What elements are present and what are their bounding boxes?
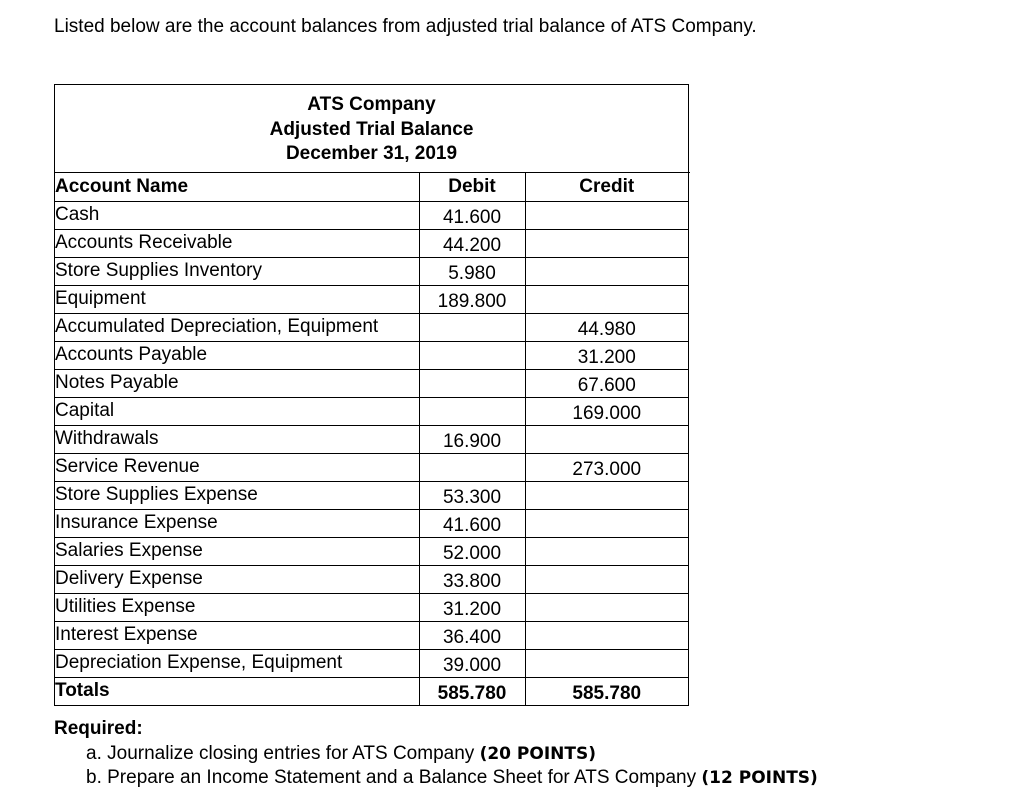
table-row (55, 229, 688, 257)
totals-credit: 585.780 (525, 677, 688, 705)
debit-cell (419, 313, 525, 341)
requirement-a (86, 742, 596, 766)
required-heading: Required: (54, 718, 143, 739)
account-name-cell: Notes Payable (55, 369, 419, 397)
table-row (55, 369, 688, 397)
debit-cell: 52.000 (419, 537, 525, 565)
table-row (55, 593, 688, 621)
debit-cell: 5.980 (419, 257, 525, 285)
totals-debit: 585.780 (419, 677, 525, 705)
company-name: ATS Company (307, 94, 436, 115)
account-name-cell: Utilities Expense (55, 593, 419, 621)
debit-cell (419, 369, 525, 397)
account-name-cell: Store Supplies Inventory (55, 257, 419, 285)
debit-cell (419, 453, 525, 481)
table-row (55, 425, 688, 453)
credit-cell: 169.000 (525, 397, 688, 425)
table-row (55, 537, 688, 565)
credit-cell: 67.600 (525, 369, 688, 397)
debit-cell: 189.800 (419, 285, 525, 313)
table-row (55, 565, 688, 593)
column-header-account: Account Name (55, 173, 419, 201)
totals-row (55, 677, 688, 705)
credit-cell (525, 593, 688, 621)
debit-cell: 53.300 (419, 481, 525, 509)
balances-grid (55, 173, 688, 705)
column-header-credit: Credit (525, 173, 688, 201)
account-name-cell: Accounts Receivable (55, 229, 419, 257)
intro-text: Listed below are the account balances from adjusted trial balance of ATS Company. (54, 16, 757, 37)
account-name-cell: Interest Expense (55, 621, 419, 649)
column-header-row (55, 173, 688, 201)
account-name-cell: Depreciation Expense, Equipment (55, 649, 419, 677)
debit-cell: 41.600 (419, 201, 525, 229)
credit-cell (525, 565, 688, 593)
column-header-debit: Debit (419, 173, 525, 201)
table-row (55, 201, 688, 229)
credit-cell (525, 285, 688, 313)
requirement-a-points: (20 POINTS) (479, 744, 596, 764)
totals-label: Totals (55, 680, 110, 702)
table-row (55, 509, 688, 537)
credit-cell (525, 201, 688, 229)
credit-cell: 273.000 (525, 453, 688, 481)
credit-cell (525, 509, 688, 537)
credit-cell (525, 649, 688, 677)
requirement-b-points: (12 POINTS) (701, 768, 818, 788)
debit-cell: 39.000 (419, 649, 525, 677)
account-name-cell: Withdrawals (55, 425, 419, 453)
debit-cell: 36.400 (419, 621, 525, 649)
account-name-cell: Salaries Expense (55, 537, 419, 565)
account-name-cell: Store Supplies Expense (55, 481, 419, 509)
credit-cell (525, 425, 688, 453)
trial-balance-table (54, 84, 689, 706)
table-row (55, 313, 688, 341)
debit-cell (419, 397, 525, 425)
credit-cell (525, 621, 688, 649)
report-date: December 31, 2019 (285, 143, 458, 164)
debit-cell: 16.900 (419, 425, 525, 453)
table-row (55, 453, 688, 481)
account-name-cell: Delivery Expense (55, 565, 419, 593)
requirement-a-text: a. Journalize closing entries for ATS Company (86, 743, 480, 764)
debit-cell: 33.800 (419, 565, 525, 593)
account-name-cell: Accounts Payable (55, 341, 419, 369)
table-row (55, 257, 688, 285)
account-name-cell: Cash (55, 201, 419, 229)
credit-cell (525, 257, 688, 285)
credit-cell: 44.980 (525, 313, 688, 341)
account-name-cell: Service Revenue (55, 453, 419, 481)
table-row (55, 285, 688, 313)
requirement-b-text: b. Prepare an Income Statement and a Balance Sheet for ATS Company (86, 767, 702, 788)
debit-cell: 41.600 (419, 509, 525, 537)
credit-cell: 31.200 (525, 341, 688, 369)
credit-cell (525, 229, 688, 257)
report-title: Adjusted Trial Balance (269, 118, 474, 140)
debit-cell: 44.200 (419, 229, 525, 257)
table-row (55, 341, 688, 369)
table-row (55, 621, 688, 649)
table-row (55, 649, 688, 677)
table-row (55, 397, 688, 425)
credit-cell (525, 537, 688, 565)
credit-cell (525, 481, 688, 509)
account-name-cell: Insurance Expense (55, 509, 419, 537)
table-row (55, 481, 688, 509)
account-name-cell: Capital (55, 397, 419, 425)
debit-cell: 31.200 (419, 593, 525, 621)
requirement-b (86, 766, 818, 790)
account-name-cell: Equipment (55, 285, 419, 313)
account-name-cell: Accumulated Depreciation, Equipment (55, 313, 419, 341)
debit-cell (419, 341, 525, 369)
table-header-block (55, 85, 690, 173)
